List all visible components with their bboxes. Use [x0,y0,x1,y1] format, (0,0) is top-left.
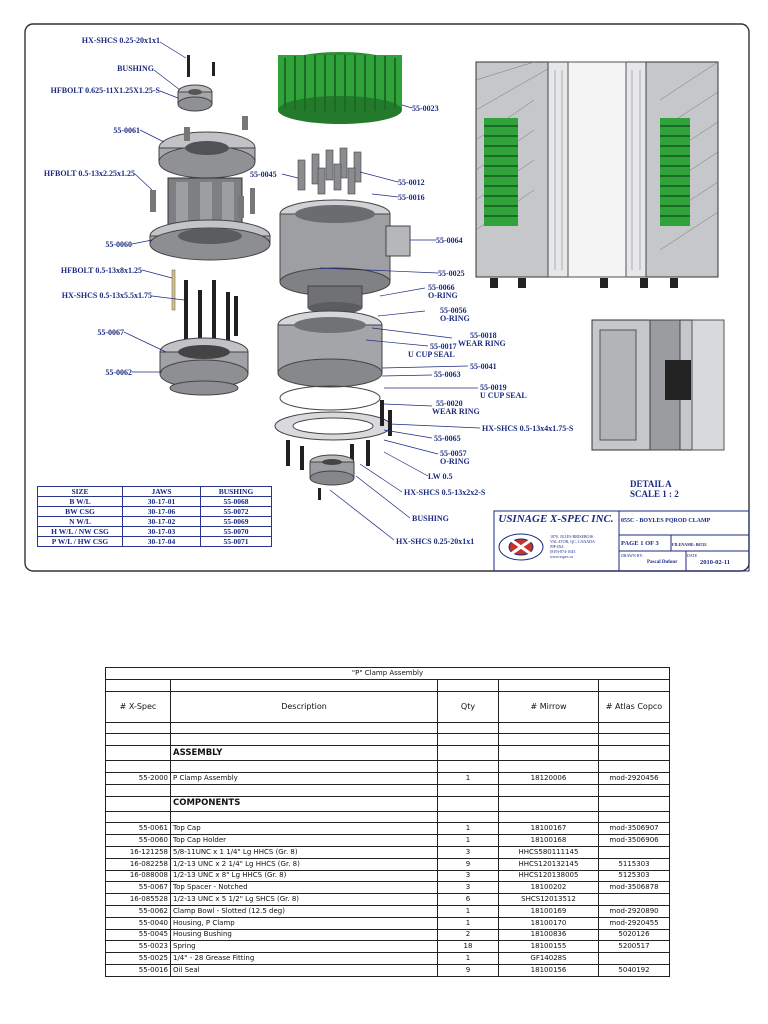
housing-pins-drawing [298,148,361,194]
bom-spacer-row [106,734,670,746]
table-row [106,894,670,906]
size-table-row [38,537,272,547]
qty-cell: 3 [438,882,499,894]
bushing-cell: 55-0068 [201,497,272,507]
xspec-cell: 55-0060 [106,835,171,847]
callout-55-0066: 55-0066 [428,283,455,292]
bom-spacer-row [106,784,670,796]
qty-cell: 9 [438,858,499,870]
table-row [106,941,670,953]
xspec-cell: 16-121258 [106,846,171,858]
atlas-cell [599,894,670,906]
atlas-cell: mod-3506906 [599,835,670,847]
bom-spacer-row [106,761,670,773]
callout-55-0067: 55-0067 [97,328,124,337]
table-row [106,882,670,894]
table-row [106,917,670,929]
qty-cell: 9 [438,964,499,976]
callout-hx-shcs-4: HX-SHCS 0.5-13x4x1.75-S [482,424,574,433]
filename: FILENAME: B6743 [672,542,707,547]
description-cell: Top Cap Holder [171,835,438,847]
bom-spacer-row [106,722,670,734]
bushing-cell: 55-0070 [201,527,272,537]
xspec-cell: 55-0045 [106,929,171,941]
size-header-size: SIZE [38,487,123,497]
atlas-cell: mod-2920455 [599,917,670,929]
table-row [106,835,670,847]
jaws-cell: 30-17-02 [123,517,201,527]
xspec-cell: 16-088008 [106,870,171,882]
size-cell: H W/L / NW CSG [38,527,123,537]
xspec-cell: 55-0061 [106,823,171,835]
table-row [106,964,670,976]
top-cap-holder-drawing [150,178,270,260]
bill-of-materials [105,667,670,977]
callout-55-0064: 55-0064 [436,236,463,245]
xspec-cell: 55-0040 [106,917,171,929]
qty-cell: 2 [438,929,499,941]
callout-55-0062: 55-0062 [105,368,132,377]
description-cell: 5/8-11UNC x 1 1/4" Lg HHCS (Gr. 8) [171,846,438,858]
size-cell: N W/L [38,517,123,527]
callout-55-0056: 55-0056 [440,306,467,315]
description-cell: P Clamp Assembly [171,772,438,784]
description-cell: Top Spacer - Notched [171,882,438,894]
callout-55-0018: 55-0018 [470,331,497,340]
detail-label [630,479,679,499]
size-cell: P W/L / HW CSG [38,537,123,547]
mirrow-cell: GF14028S [499,953,599,965]
drawn-by: Pascal Dufour [647,560,678,565]
qty-cell: 1 [438,823,499,835]
callout-55-0025: 55-0025 [438,269,465,278]
size-cell: BW CSG [38,507,123,517]
callout-lw-05: LW 0.5 [428,472,453,481]
callout-55-0020: 55-0020 [436,399,463,408]
header-description: Description [171,691,438,722]
bottom-bushing-drawing [310,455,354,500]
size-table-row [38,527,272,537]
header-atlas-copco: # Atlas Copco [599,691,670,722]
callout-55-0061: 55-0061 [113,126,140,135]
size-table-row [38,497,272,507]
atlas-cell: 5020126 [599,929,670,941]
callout-o-ring-1: O-RING [428,291,458,300]
jaws-cell: 30-17-03 [123,527,201,537]
company-name: USINAGE X-SPEC INC. [498,513,614,525]
callout-55-0065: 55-0065 [434,434,461,443]
callout-55-0023: 55-0023 [412,104,439,113]
callout-55-0060: 55-0060 [105,240,132,249]
qty-cell: 1 [438,917,499,929]
callout-u-cup-seal-2: U CUP SEAL [480,391,527,400]
table-row [106,929,670,941]
xspec-cell: 55-2000 [106,772,171,784]
header-qty: Qty [438,691,499,722]
lower-housing-drawing [275,311,391,440]
size-table-row [38,507,272,517]
xspec-cell: 55-0067 [106,882,171,894]
bushing-drawing [178,55,215,111]
bom-header-row [106,691,670,722]
bom-section-row [106,796,670,811]
bushing-cell: 55-0069 [201,517,272,527]
bom-spacer-row [106,811,670,823]
atlas-cell: 5040192 [599,964,670,976]
callout-bushing-top: BUSHING [117,64,154,73]
callout-o-ring-3: O-RING [440,457,470,466]
atlas-cell: mod-2920890 [599,905,670,917]
section-components: COMPONENTS [171,796,438,811]
atlas-cell: 5125303 [599,870,670,882]
callout-55-0063: 55-0063 [434,370,461,379]
drawn-by-label: DRAWN BY: [621,553,644,558]
callout-wear-ring-1: WEAR RING [458,339,506,348]
qty-cell: 1 [438,772,499,784]
mirrow-cell: 18100836 [499,929,599,941]
table-row [106,846,670,858]
callout-55-0016: 55-0016 [398,193,425,202]
qty-cell: 3 [438,846,499,858]
callout-hx-shcs-bottom: HX-SHCS 0.25-20x1x1 [396,537,475,546]
description-cell: 1/2-13 UNC x 5 1/2" Lg SHCS (Gr. 8) [171,894,438,906]
mirrow-cell: SHCS12013512 [499,894,599,906]
top-cap-drawing [159,116,255,178]
table-row [106,953,670,965]
callout-hx-shcs-top: HX-SHCS 0.25-20x1x1 [81,36,160,45]
description-cell: Clamp Bowl - Slotted (12.5 deg) [171,905,438,917]
drawing-date: 2010-02-11 [700,559,730,566]
description-cell: Top Cap [171,823,438,835]
bushing-cell: 55-0072 [201,507,272,517]
mirrow-cell: 18100155 [499,941,599,953]
callout-hx-shcs-2: HX-SHCS 0.5-13x2x2-S [404,488,486,497]
xspec-cell: 16-082258 [106,858,171,870]
atlas-cell: mod-3506907 [599,823,670,835]
mirrow-cell: HHCS120132145 [499,858,599,870]
bom-section-row [106,746,670,761]
xspec-cell: 55-0023 [106,941,171,953]
description-cell: Housing, P Clamp [171,917,438,929]
description-cell: 1/2-13 UNC x 8" Lg HHCS (Gr. 8) [171,870,438,882]
date-label: DATE [687,553,698,558]
callout-hfbolt-05-2: HFBOLT 0.5-13x2.25x1.25 [43,169,135,178]
drawing-title: 055C - BOYLES PQROD CLAMP [621,518,711,524]
size-table-header [38,487,272,497]
description-cell: Housing Bushing [171,929,438,941]
clamp-bowl-drawing [160,338,248,395]
xspec-cell: 55-0025 [106,953,171,965]
atlas-cell [599,953,670,965]
spring-stack-drawing [278,52,402,124]
mirrow-cell: HHCS120138005 [499,870,599,882]
mirrow-cell: HHCS580111145 [499,846,599,858]
qty-cell: 1 [438,835,499,847]
mirrow-cell: 18100168 [499,835,599,847]
qty-cell: 1 [438,905,499,917]
callout-wear-ring-2: WEAR RING [432,407,480,416]
callout-u-cup-seal-1: U CUP SEAL [408,350,455,359]
atlas-cell: 5200517 [599,941,670,953]
table-row [106,823,670,835]
xspec-cell: 55-0016 [106,964,171,976]
callout-55-0045: 55-0045 [250,170,277,179]
qty-cell: 18 [438,941,499,953]
mirrow-cell: 18100156 [499,964,599,976]
description-cell: Spring [171,941,438,953]
bom-title-row [106,668,670,680]
callout-55-0017: 55-0017 [430,342,457,351]
mirrow-cell: 18100169 [499,905,599,917]
callout-55-0019: 55-0019 [480,383,507,392]
atlas-cell [599,846,670,858]
cross-section-drawing [476,62,718,288]
size-table [37,486,272,547]
size-cell: B W/L [38,497,123,507]
callout-bushing-bottom: BUSHING [412,514,449,523]
table-row [106,772,670,784]
qty-cell: 1 [438,953,499,965]
title-block [494,511,749,571]
mirrow-cell: 18100170 [499,917,599,929]
callout-55-0057: 55-0057 [440,449,467,458]
size-header-bushing: BUSHING [201,487,272,497]
description-cell: 1/4" - 28 Grease Fitting [171,953,438,965]
jaws-cell: 30-17-01 [123,497,201,507]
atlas-cell: mod-3506878 [599,882,670,894]
section-assembly: ASSEMBLY [171,746,438,761]
bushing-cell: 55-0071 [201,537,272,547]
header-mirrow: # Mirrow [499,691,599,722]
size-header-jaws: JAWS [123,487,201,497]
qty-cell: 3 [438,870,499,882]
table-row [106,870,670,882]
bom-spacer-row [106,679,670,691]
size-table-row [38,517,272,527]
company-address: 1870, JULES BRISEBOIS VAL-D'OR, QC, CANADA J9P 6X4 (819)-874-1045 www.xspec.ca [550,534,595,559]
table-row [106,858,670,870]
jaws-cell: 30-17-04 [123,537,201,547]
xspec-cell: 16-085528 [106,894,171,906]
jaws-cell: 30-17-06 [123,507,201,517]
mirrow-cell: 18120006 [499,772,599,784]
table-row [106,905,670,917]
xspec-cell: 55-0062 [106,905,171,917]
atlas-cell: 5115303 [599,858,670,870]
callout-hfbolt-0625: HFBOLT 0.625-11X1.25X1.25-S [50,86,160,95]
detail-a-drawing [592,320,724,450]
description-cell: 1/2-13 UNC x 2 1/4" Lg HHCS (Gr. 8) [171,858,438,870]
atlas-cell: mod-2920456 [599,772,670,784]
callout-55-0012: 55-0012 [398,178,425,187]
detail-scale: SCALE 1 : 2 [630,489,679,499]
header-xspec: # X-Spec [106,691,171,722]
callout-o-ring-2: O-RING [440,314,470,323]
callout-hx-shcs-55: HX-SHCS 0.5-13x5.5x1.75 [61,291,152,300]
page-number: PAGE 1 OF 3 [621,540,659,547]
long-bolts-drawing [172,270,238,347]
housing-drawing [280,200,410,314]
description-cell: Oil Seal [171,964,438,976]
bom-title: "P" Clamp Assembly [106,668,670,680]
mirrow-cell: 18100202 [499,882,599,894]
mirrow-cell: 18100167 [499,823,599,835]
qty-cell: 6 [438,894,499,906]
callout-hfbolt-05-8: HFBOLT 0.5-13x8x1.25 [60,266,142,275]
callout-55-0041: 55-0041 [470,362,497,371]
detail-title: DETAIL A [630,479,672,489]
